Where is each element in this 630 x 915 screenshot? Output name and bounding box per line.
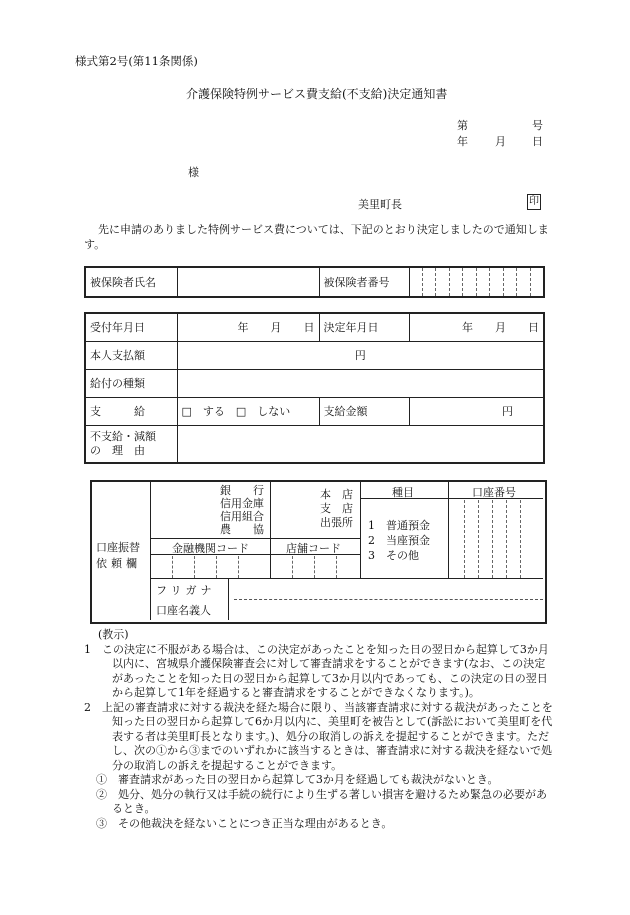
- kind-option-checking[interactable]: 2 当座預金: [368, 534, 430, 547]
- bank-transfer-section: [90, 480, 547, 624]
- instruction-sub-3: ③ その他裁決を経ないことにつき正当な理由があるとき。: [96, 816, 393, 830]
- self-pay-label: 本人支払額: [85, 341, 177, 369]
- decision-date-label: 決定年月日: [319, 313, 409, 341]
- received-month: 月: [270, 321, 282, 335]
- instruction-sub-1: ① 審査請求があった日の翌日から起算して3か月を経過しても裁決がないとき。: [96, 773, 499, 786]
- date-year: 年: [457, 135, 468, 148]
- insured-number-field[interactable]: [409, 267, 544, 297]
- benefit-kind-label: 給付の種類: [85, 369, 177, 397]
- payment-amount-field[interactable]: [409, 397, 544, 425]
- bank-types: [220, 484, 264, 536]
- number-suffix: 号: [532, 119, 543, 132]
- benefit-kind-field[interactable]: [177, 369, 544, 397]
- seal-mark: 印: [527, 194, 541, 210]
- issuer-name: 美里町長: [358, 198, 402, 211]
- branch-type-office: 出張所: [320, 516, 353, 529]
- recipient-honorific: 様: [188, 166, 199, 179]
- account-kind-header: 種目: [392, 486, 414, 499]
- date-month: 月: [495, 135, 506, 148]
- reason-label: [85, 425, 177, 463]
- account-kind-options[interactable]: [368, 518, 430, 563]
- bank-type-shinkin: 信用金庫: [220, 497, 264, 510]
- instructions: [84, 628, 554, 831]
- payment-amount-label: 支給金額: [319, 397, 409, 425]
- account-number-header: 口座番号: [472, 486, 516, 499]
- branch-type-main: 本 店: [320, 488, 353, 501]
- side-label-line2: 依頼欄: [96, 557, 141, 570]
- decision-date-field[interactable]: [409, 313, 544, 341]
- decision-year: 年: [462, 321, 473, 335]
- decision-day: 日: [528, 321, 539, 335]
- kind-option-other[interactable]: 3 その他: [368, 549, 419, 562]
- received-year: 年: [237, 321, 249, 335]
- insured-table: [84, 266, 545, 298]
- received-date-field[interactable]: [177, 313, 319, 341]
- bank-type-bank: 銀 行: [220, 484, 264, 497]
- reason-label-line2: の 理 由: [90, 443, 145, 457]
- bank-type-nokyo: 農 協: [220, 523, 264, 536]
- branch-type-branch: 支 店: [320, 502, 353, 515]
- date-day: 日: [532, 135, 543, 148]
- instruction-item-1: 1 この決定に不服がある場合は、この決定があったことを知った日の翌日から起算して3か月以内に、宮城県介護保険審査会に対して審査請求をすることができます(なお、この決定があったことを知った日の翌日から起算して3か月以内であっても、この決定の日の翌日から起算して1年を経過すると審査請求をすることができなくなります。)。: [84, 642, 549, 699]
- branch-code-label: 店舗コード: [286, 542, 341, 555]
- payment-amount-yen: 円: [502, 405, 513, 418]
- form-number-label: 様式第2号(第11条関係): [75, 54, 198, 68]
- document-title: 介護保険特例サービス費支給(不支給)決定通知書: [186, 87, 448, 101]
- kind-option-savings[interactable]: 1 普通預金: [368, 519, 430, 532]
- number-prefix: 第: [457, 119, 468, 132]
- decision-month: 月: [495, 321, 506, 335]
- received-day: 日: [303, 321, 315, 335]
- self-pay-field[interactable]: [177, 341, 544, 369]
- furigana-label: フリガナ: [156, 584, 216, 597]
- self-pay-yen: 円: [354, 349, 366, 362]
- instructions-heading: (教示): [98, 628, 129, 641]
- insured-number-label: 被保険者番号: [319, 267, 409, 297]
- reason-label-line1: 不支給・減額: [90, 429, 156, 443]
- account-holder-label: 口座名義人: [156, 604, 211, 617]
- bank-code-label: 金融機関コード: [172, 542, 249, 555]
- reason-field[interactable]: [177, 425, 544, 463]
- payment-label: 支 給: [85, 397, 177, 425]
- bank-transfer-side-label: [96, 540, 141, 572]
- bank-type-kumiai: 信用組合: [220, 510, 264, 523]
- received-date-label: 受付年月日: [85, 313, 177, 341]
- side-label-line1: 口座振替: [96, 541, 140, 554]
- instruction-sub-2: ② 処分、処分の執行又は手続の続行により生ずる著しい損害を避けるため緊急の必要があるとき。: [96, 787, 547, 815]
- payment-choice[interactable]: □ する □ しない: [177, 397, 319, 425]
- insured-name-label: 被保険者氏名: [85, 267, 177, 297]
- branch-types: [320, 488, 353, 530]
- decision-table: [84, 312, 545, 464]
- intro-text: 先に申請のありました特例サービス費については、下記のとおり決定しましたので通知します。: [84, 223, 549, 251]
- instruction-item-2: 2 上記の審査請求に対する裁決を経た場合に限り、当該審査請求に対する裁決があったことを知った日の翌日から起算して6か月以内に、美里町を被告として(訴訟において美里町を代表する者は美里町長となります。)、処分の取消しの訴えを提起することができます。ただし、次の①から③までのいずれかに該当するときは、審査請求に対する裁決を経ないで処分の取消しの訴えを提起することができます。: [84, 700, 553, 772]
- insured-name-field[interactable]: [177, 267, 319, 297]
